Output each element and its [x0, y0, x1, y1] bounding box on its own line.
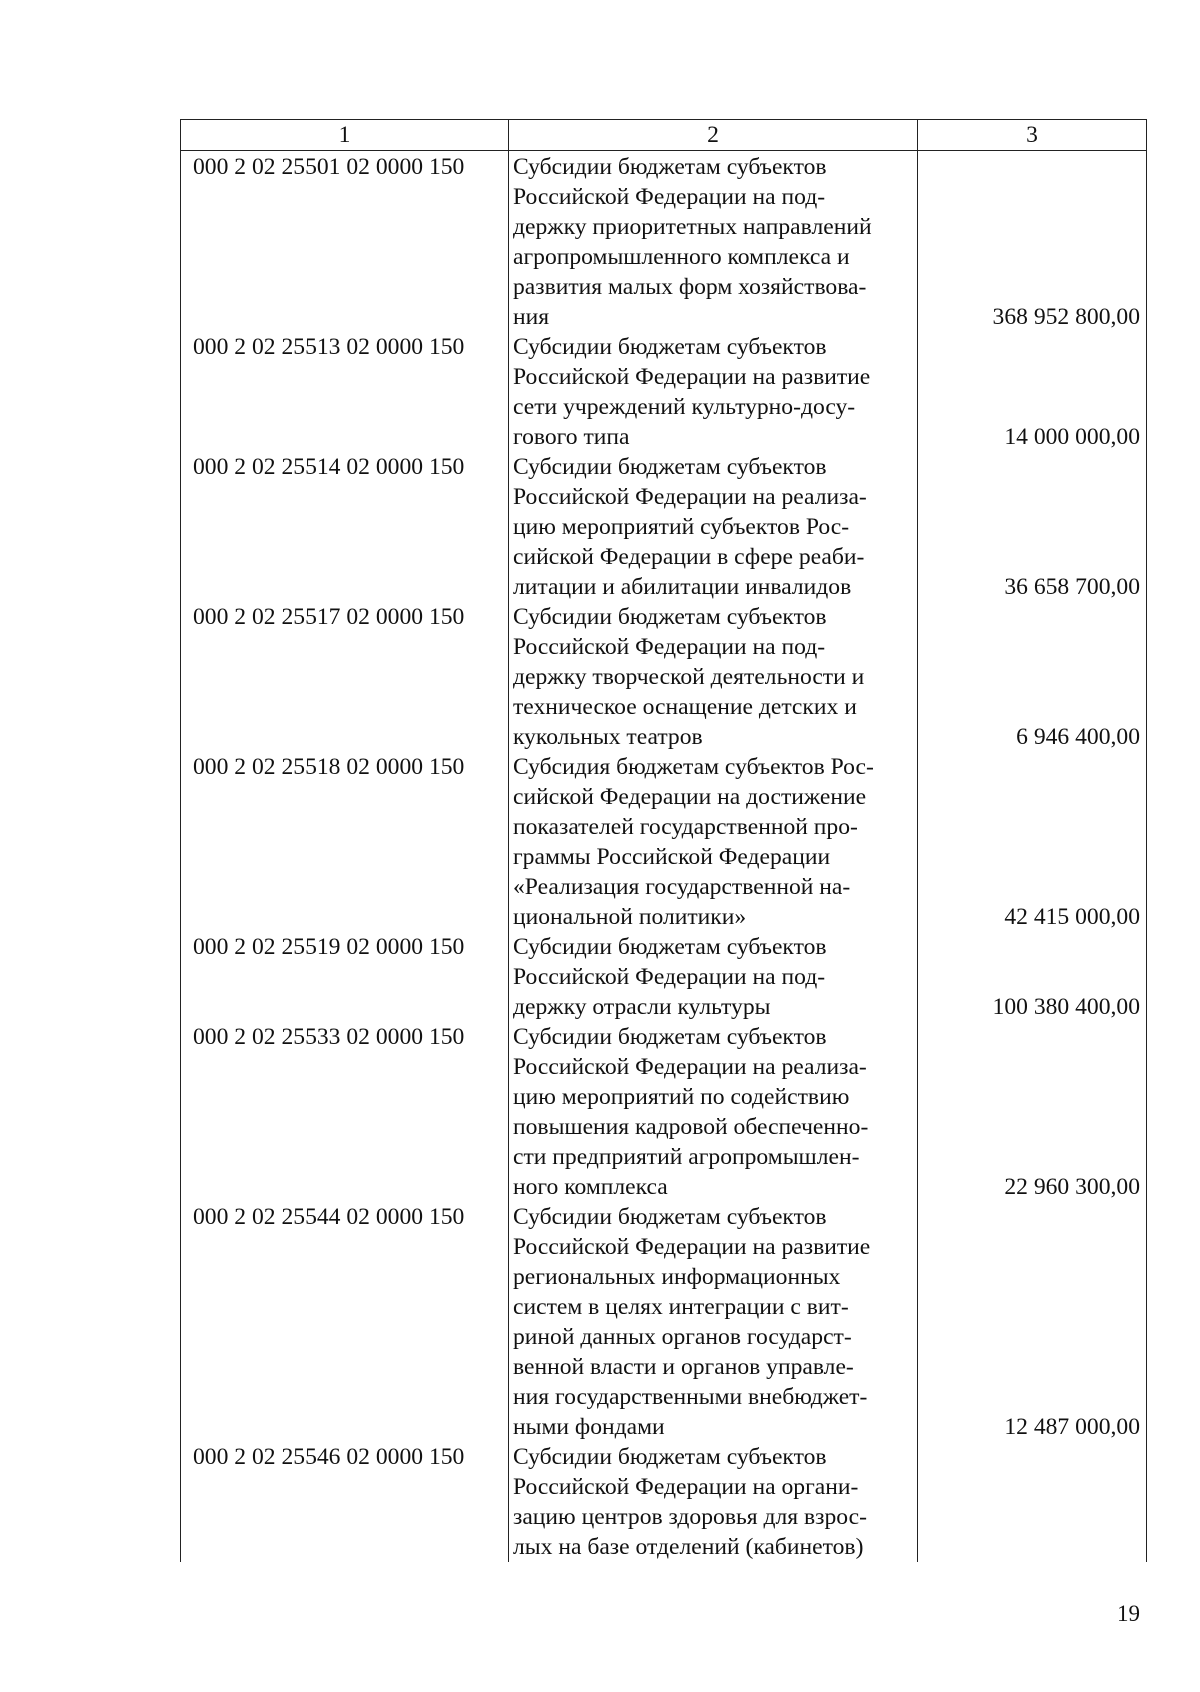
description-line: развития малых форм хозяйствова-: [513, 274, 867, 300]
budget-code: 000 2 02 25513 02 0000 150: [181, 332, 509, 452]
amount: 6 946 400,00: [918, 602, 1147, 752]
description: [509, 1022, 918, 1202]
description: [509, 452, 918, 602]
description-line: Субсидия бюджетам субъектов Рос-: [513, 754, 874, 780]
table-row: [181, 1022, 1147, 1202]
description-line: держку приоритетных направлений: [513, 214, 872, 240]
description-line: «Реализация государственной на-: [513, 874, 851, 900]
description-line: Субсидии бюджетам субъектов: [513, 334, 827, 360]
amount: 42 415 000,00: [918, 752, 1147, 932]
description-line: Субсидии бюджетам субъектов: [513, 1444, 827, 1470]
table-row: [181, 1442, 1147, 1562]
description: [509, 1202, 918, 1442]
description-line: риной данных органов государст-: [513, 1324, 852, 1350]
description-line: Субсидии бюджетам субъектов: [513, 1024, 827, 1050]
description-line: Российской Федерации на под-: [513, 964, 826, 990]
table-row: [181, 452, 1147, 602]
budget-code: 000 2 02 25514 02 0000 150: [181, 452, 509, 602]
description-line: Российской Федерации на под-: [513, 634, 826, 660]
description-line: ного комплекса: [513, 1174, 668, 1200]
table-row: [181, 602, 1147, 752]
description-line: Российской Федерации на развитие: [513, 1234, 871, 1260]
budget-code: 000 2 02 25518 02 0000 150: [181, 752, 509, 932]
budget-code: 000 2 02 25501 02 0000 150: [181, 151, 509, 333]
description-line: литации и абилитации инвалидов: [513, 574, 852, 600]
description: [509, 1442, 918, 1562]
header-col-1: 1: [181, 120, 509, 151]
description-line: ния: [513, 304, 550, 330]
description: [509, 332, 918, 452]
page-number: 19: [1117, 1601, 1140, 1626]
description-line: Субсидии бюджетам субъектов: [513, 604, 827, 630]
description-line: цию мероприятий субъектов Рос-: [513, 514, 850, 540]
description: [509, 932, 918, 1022]
description: [509, 151, 918, 333]
description-line: граммы Российской Федерации: [513, 844, 831, 870]
description-line: ния государственными внебюджет-: [513, 1384, 868, 1410]
amount: 368 952 800,00: [918, 151, 1147, 333]
table-header: [181, 120, 1147, 151]
header-col-3: 3: [918, 120, 1147, 151]
table-row: [181, 932, 1147, 1022]
description-line: показателей государственной про-: [513, 814, 858, 840]
description-line: кукольных театров: [513, 724, 703, 750]
description-line: региональных информационных: [513, 1264, 841, 1290]
description-line: циональной политики»: [513, 904, 747, 930]
budget-code: 000 2 02 25517 02 0000 150: [181, 602, 509, 752]
description: [509, 752, 918, 932]
description-line: повышения кадровой обеспеченно-: [513, 1114, 869, 1140]
description-line: Субсидии бюджетам субъектов: [513, 1204, 827, 1230]
description-line: Субсидии бюджетам субъектов: [513, 934, 827, 960]
description-line: ными фондами: [513, 1414, 665, 1440]
amount: 100 380 400,00: [918, 932, 1147, 1022]
description-line: держку творческой деятельности и: [513, 664, 865, 690]
amount: 22 960 300,00: [918, 1022, 1147, 1202]
description-line: гового типа: [513, 424, 630, 450]
header-col-2: 2: [509, 120, 918, 151]
description-line: зацию центров здоровья для взрос-: [513, 1504, 867, 1530]
budget-code: 000 2 02 25544 02 0000 150: [181, 1202, 509, 1442]
budget-code: 000 2 02 25533 02 0000 150: [181, 1022, 509, 1202]
description-line: техническое оснащение детских и: [513, 694, 857, 720]
table-row: [181, 151, 1147, 333]
description-line: сийской Федерации в сфере реаби-: [513, 544, 865, 570]
table-row: [181, 332, 1147, 452]
budget-code: 000 2 02 25546 02 0000 150: [181, 1442, 509, 1562]
description-line: Российской Федерации на под-: [513, 184, 826, 210]
description-line: агропромышленного комплекса и: [513, 244, 850, 270]
table-row: [181, 752, 1147, 932]
budget-table: [180, 119, 1147, 1562]
amount: 14 000 000,00: [918, 332, 1147, 452]
description-line: Российской Федерации на развитие: [513, 364, 871, 390]
amount: [918, 1442, 1147, 1562]
description-line: Российской Федерации на органи-: [513, 1474, 859, 1500]
description-line: держку отрасли культуры: [513, 994, 771, 1020]
description-line: Российской Федерации на реализа-: [513, 1054, 867, 1080]
table-row: [181, 1202, 1147, 1442]
description: [509, 602, 918, 752]
description-line: систем в целях интеграции с вит-: [513, 1294, 849, 1320]
description-line: венной власти и органов управле-: [513, 1354, 854, 1380]
description-line: сти предприятий агропромышлен-: [513, 1144, 860, 1170]
description-line: сети учреждений культурно-досу-: [513, 394, 856, 420]
header-row: [181, 120, 1147, 151]
budget-code: 000 2 02 25519 02 0000 150: [181, 932, 509, 1022]
description-line: лых на базе отделений (кабинетов): [513, 1534, 864, 1560]
table-body: [181, 151, 1147, 1563]
amount: 36 658 700,00: [918, 452, 1147, 602]
description-line: сийской Федерации на достижение: [513, 784, 867, 810]
description-line: Субсидии бюджетам субъектов: [513, 454, 827, 480]
description-line: цию мероприятий по содействию: [513, 1084, 850, 1110]
description-line: Субсидии бюджетам субъектов: [513, 154, 827, 180]
amount: 12 487 000,00: [918, 1202, 1147, 1442]
description-line: Российской Федерации на реализа-: [513, 484, 867, 510]
